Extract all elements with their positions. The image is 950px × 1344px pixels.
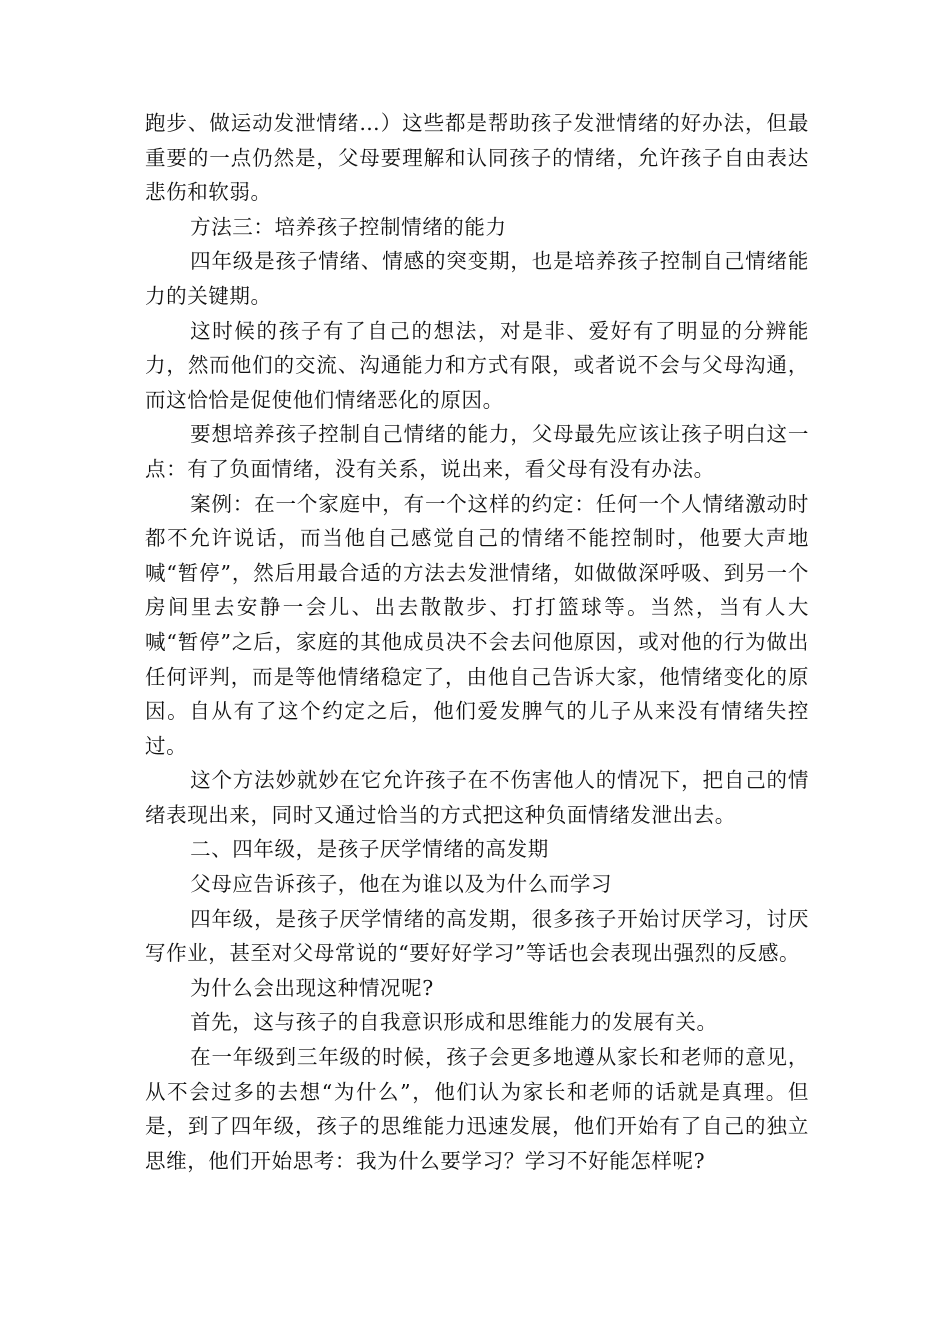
paragraph-5: 要想培养孩子控制自己情绪的能力，父母最先应该让孩子明白这一点：有了负面情绪，没有关系，说出来，看父母有没有办法。 — [145, 422, 809, 481]
paragraph-12: 首先，这与孩子的自我意识形成和思维能力的发展有关。 — [190, 1010, 718, 1035]
paragraph-10: 四年级，是孩子厌学情绪的高发期，很多孩子开始讨厌学习，讨厌写作业，甚至对父母常说的“要好好学习”等话也会表现出强烈的反感。 — [145, 906, 809, 966]
paragraph-13: 在一年级到三年级的时候，孩子会更多地遵从家长和老师的意见，从不会过多的去想“为什么”，他们认为家长和老师的话就是真理。但是，到了四年级，孩子的思维能力迅速发展，他们开始有了自己的独立思维，他们开始思考：我为什么要学习？学习不好能怎样呢? — [145, 1045, 809, 1173]
document-body — [145, 106, 809, 1178]
paragraph-4: 这时候的孩子有了自己的想法，对是非、爱好有了明显的分辨能力，然而他们的交流、沟通能力和方式有限，或者说不会与父母沟通，而这恰恰是促使他们情绪恶化的原因。 — [145, 318, 809, 412]
subheading-why-learn: 父母应告诉孩子，他在为谁以及为什么而学习 — [190, 872, 613, 897]
paragraph-case: 案例：在一个家庭中，有一个这样的约定：任何一个人情绪激动时都不允许说话，而当他自己感觉自己的情绪不能控制时，他要大声地喊“暂停”，然后用最合适的方法去发泄情绪，如做做深呼吸、到另一个房间里去安静一会儿、出去散散步、打打篮球等。当然，当有人大喊“暂停”之后，家庭的其他成员决不会去问他原因，或对他的行为做出任何评判，而是等他情绪稳定了，由他自己告诉大家，他情绪变化的原因。自从有了这个约定之后，他们爱发脾气的儿子从来没有情绪失控过。 — [145, 491, 809, 758]
question-line: 为什么会出现这种情况呢? — [190, 975, 434, 1000]
heading-section-two: 二、四年级，是孩子厌学情绪的高发期 — [190, 837, 549, 862]
paragraph-3: 四年级是孩子情绪、情感的突变期，也是培养孩子控制自己情绪能力的关键期。 — [145, 249, 809, 308]
paragraph-7: 这个方法妙就妙在它允许孩子在不伤害他人的情况下，把自己的情绪表现出来，同时又通过恰当的方式把这种负面情绪发泄出去。 — [145, 768, 809, 827]
heading-method-three: 方法三：培养孩子控制情绪的能力 — [190, 214, 507, 239]
paragraph-1: 跑步、做运动发泄情绪…）这些都是帮助孩子发泄情绪的好办法，但最重要的一点仍然是，父母要理解和认同孩子的情绪，允许孩子自由表达悲伤和软弱。 — [145, 111, 809, 205]
